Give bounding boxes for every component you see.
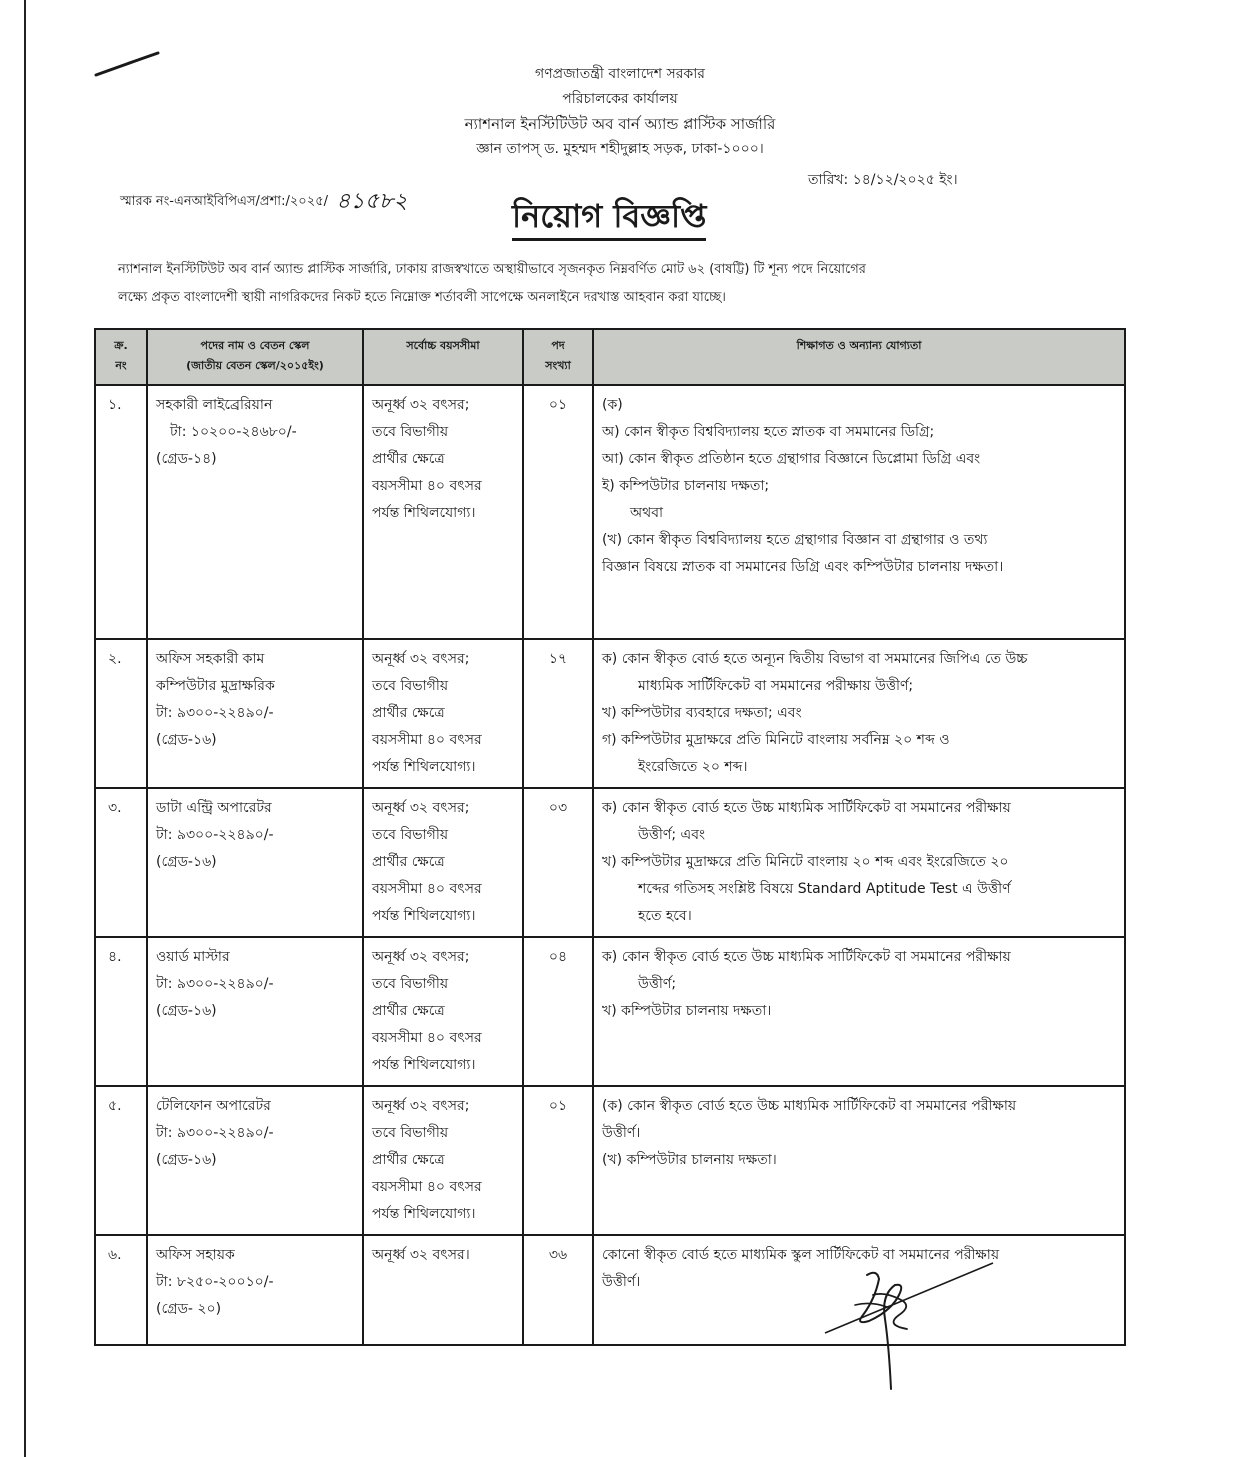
cell-age-limit: অনূর্ধ্ব ৩২ বৎসর; তবে বিভাগীয় প্রার্থীর ক্ষেত্রে বয়সসীমা ৪০ বৎসর পর্যন্ত শিথিলযোগ্য।: [363, 788, 523, 937]
cell-qualification: কোনো স্বীকৃত বোর্ড হতে মাধ্যমিক স্কুল সার্টিফিকেট বা সমমানের পরীক্ষায় উত্তীর্ণ।: [593, 1235, 1125, 1345]
cell-qualification: ক) কোন স্বীকৃত বোর্ড হতে অন্যূন দ্বিতীয় বিভাগ বা সমমানের জিপিএ তে উচ্চ মাধ্যমিক সার্টিফিকেট বা সমমানের পরীক্ষায় উত্তীর্ণ; খ) কম্পিউটার ব্যবহারে দক্ষতা; এবং গ) কম্পিউটার মুদ্রাক্ষরে প্রতি মিনিটে বাংলায় সর্বনিম্ন ২০ শব্দ ও ইংরেজিতে ২০ শব্দ।: [593, 639, 1125, 788]
cell-serial: ৩.: [95, 788, 147, 937]
cell-qualification: (ক) অ) কোন স্বীকৃত বিশ্ববিদ্যালয় হতে স্নাতক বা সমমানের ডিগ্রি; আ) কোন স্বীকৃত প্রতিষ্ঠান হতে গ্রন্থাগার বিজ্ঞানে ডিপ্লোমা ডিগ্রি এবং ই) কম্পিউটার চালনায় দক্ষতা; অথবা (খ) কোন স্বীকৃত বিশ্ববিদ্যালয় হতে গ্রন্থাগার বিজ্ঞান বা গ্রন্থাগার ও তথ্য বিজ্ঞান বিষয়ে স্নাতক বা সমমানের ডিগ্রি এবং কম্পিউটার চালনায় দক্ষতা।: [593, 385, 1125, 639]
intro-paragraph: [118, 256, 1118, 312]
table-row: [95, 1086, 1125, 1235]
cell-qualification: (ক) কোন স্বীকৃত বোর্ড হতে উচ্চ মাধ্যমিক সার্টিফিকেট বা সমমানের পরীক্ষায় উত্তীর্ণ। (খ) কম্পিউটার চালনায় দক্ষতা।: [593, 1086, 1125, 1235]
office-name: পরিচালকের কার্যালয়: [562, 91, 678, 107]
vacancy-table: [94, 328, 1126, 1346]
memo-handwritten-number: ৪১৫৮২: [336, 189, 408, 214]
cell-post-count: ১৭: [523, 639, 593, 788]
cell-post: টেলিফোন অপারেটর টা: ৯৩০০-২২৪৯০/- (গ্রেড-১৬): [147, 1086, 363, 1235]
cell-serial: ১.: [95, 385, 147, 639]
director-signature: [815, 1255, 1005, 1395]
institute-name: ন্যাশনাল ইনস্টিটিউট অব বার্ন অ্যান্ড প্লাস্টিক সার্জারি: [464, 115, 776, 133]
cell-serial: ৪.: [95, 937, 147, 1086]
header-age: সর্বোচ্চ বয়সসীমা: [363, 329, 523, 385]
memo-number: [120, 181, 408, 218]
notice-title: নিয়োগ বিজ্ঞপ্তি: [512, 194, 706, 241]
cell-qualification: ক) কোন স্বীকৃত বোর্ড হতে উচ্চ মাধ্যমিক সার্টিফিকেট বা সমমানের পরীক্ষায় উত্তীর্ণ; এবং খ) কম্পিউটার মুদ্রাক্ষরে প্রতি মিনিটে বাংলায় ২০ শব্দ এবং ইংরেজিতে ২০ শব্দের গতিসহ সংশ্লিষ্ট বিষয়ে Standard Aptitude Test এ উত্তীর্ণ হতে হবে।: [593, 788, 1125, 937]
header-serial: ক্র. নং: [95, 329, 147, 385]
cell-post-count: ০১: [523, 385, 593, 639]
header-qualification: শিক্ষাগত ও অন্যান্য যোগ্যতা: [593, 329, 1125, 385]
office-header: [0, 62, 1240, 162]
cell-post: অফিস সহায়ক টা: ৮২৫০-২০০১০/- (গ্রেড- ২০): [147, 1235, 363, 1345]
cell-age-limit: অনূর্ধ্ব ৩২ বৎসর; তবে বিভাগীয় প্রার্থীর ক্ষেত্রে বয়সসীমা ৪০ বৎসর পর্যন্ত শিথিলযোগ্য।: [363, 639, 523, 788]
page-edge-line: [24, 0, 26, 1457]
cell-post-count: ০১: [523, 1086, 593, 1235]
govt-name: গণপ্রজাতন্ত্রী বাংলাদেশ সরকার: [535, 66, 705, 82]
table-row: [95, 937, 1125, 1086]
intro-line-2: লক্ষ্যে প্রকৃত বাংলাদেশী স্থায়ী নাগরিকদের নিকট হতে নিম্নোক্ত শর্তাবলী সাপেক্ষে অনলাইনে দরখাস্ত আহবান করা যাচ্ছে।: [118, 290, 726, 305]
cell-post-count: ০৩: [523, 788, 593, 937]
cell-post: সহকারী লাইব্রেরিয়ান টা: ১০২০০-২৪৬৮০/- (গ্রেড-১৪): [147, 385, 363, 639]
cell-post: ওয়ার্ড মাস্টার টা: ৯৩০০-২২৪৯০/- (গ্রেড-১৬): [147, 937, 363, 1086]
cell-post: ডাটা এন্ট্রি অপারেটর টা: ৯৩০০-২২৪৯০/- (গ্রেড-১৬): [147, 788, 363, 937]
institute-address: জ্ঞান তাপস্ ড. মুহম্মদ শহীদুল্লাহ সড়ক, ঢাকা-১০০০।: [476, 141, 764, 157]
table-row: [95, 639, 1125, 788]
cell-qualification: ক) কোন স্বীকৃত বোর্ড হতে উচ্চ মাধ্যমিক সার্টিফিকেট বা সমমানের পরীক্ষায় উত্তীর্ণ; খ) কম্পিউটার চালনায় দক্ষতা।: [593, 937, 1125, 1086]
cell-post: অফিস সহকারী কাম কম্পিউটার মুদ্রাক্ষরিক টা: ৯৩০০-২২৪৯০/- (গ্রেড-১৬): [147, 639, 363, 788]
table-row: [95, 385, 1125, 639]
table-header-row: [95, 329, 1125, 385]
cell-age-limit: অনূর্ধ্ব ৩২ বৎসর; তবে বিভাগীয় প্রার্থীর ক্ষেত্রে বয়সসীমা ৪০ বৎসর পর্যন্ত শিথিলযোগ্য।: [363, 937, 523, 1086]
cell-age-limit: অনূর্ধ্ব ৩২ বৎসর; তবে বিভাগীয় প্রার্থীর ক্ষেত্রে বয়সসীমা ৪০ বৎসর পর্যন্ত শিথিলযোগ্য।: [363, 1086, 523, 1235]
intro-line-1: ন্যাশনাল ইনস্টিটিউট অব বার্ন অ্যান্ড প্লাস্টিক সার্জারি, ঢাকায় রাজস্বখাতে অস্থায়ীভাবে সৃজনকৃত নিম্নবর্ণিত মোট ৬২ (বাষট্টি) টি শূন্য পদে নিয়োগের: [118, 262, 866, 277]
header-count: পদ সংখ্যা: [523, 329, 593, 385]
cell-post-count: ৩৬: [523, 1235, 593, 1345]
cell-post-count: ০৪: [523, 937, 593, 1086]
cell-age-limit: অনূর্ধ্ব ৩২ বৎসর; তবে বিভাগীয় প্রার্থীর ক্ষেত্রে বয়সসীমা ৪০ বৎসর পর্যন্ত শিথিলযোগ্য।: [363, 385, 523, 639]
table-row: [95, 788, 1125, 937]
issue-date: তারিখ: ১৪/১২/২০২৫ ইং।: [808, 172, 958, 188]
cell-serial: ৬.: [95, 1235, 147, 1345]
cell-serial: ৫.: [95, 1086, 147, 1235]
header-post: পদের নাম ও বেতন স্কেল (জাতীয় বেতন স্কেল/২০১৫ইং): [147, 329, 363, 385]
memo-prefix: স্মারক নং-এনআইবিপিএস/প্রশা:/২০২৫/: [120, 194, 329, 209]
cell-age-limit: অনূর্ধ্ব ৩২ বৎসর।: [363, 1235, 523, 1345]
cell-serial: ২.: [95, 639, 147, 788]
